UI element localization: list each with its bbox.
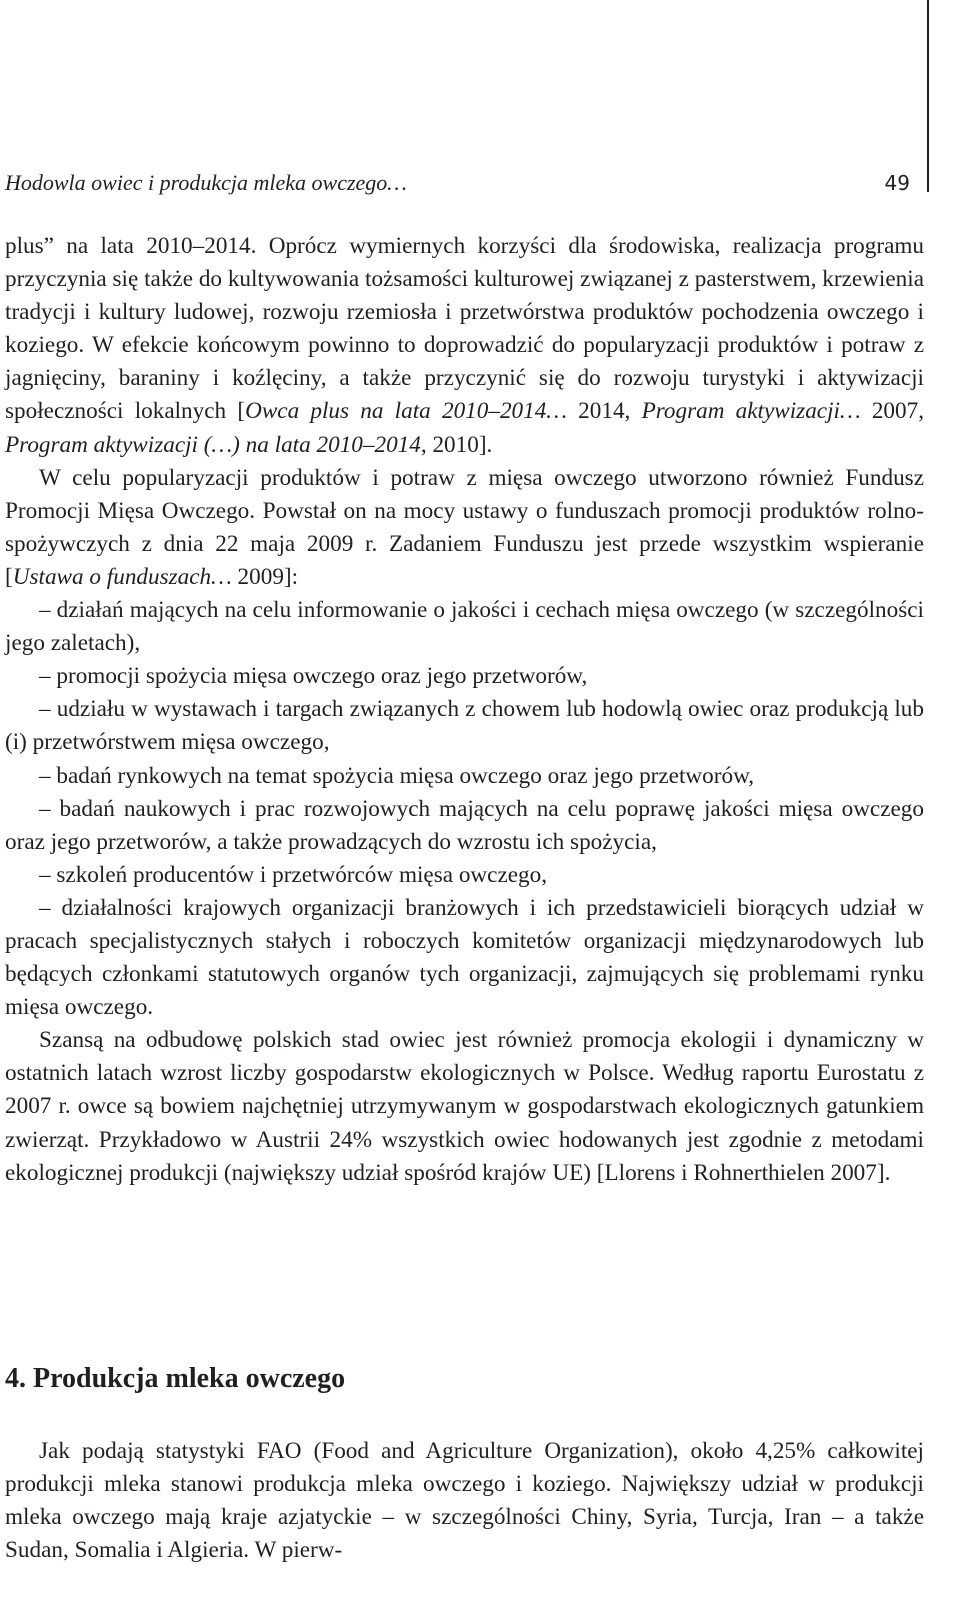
list-item: – badań naukowych i prac rozwojowych mających na celu poprawę jakości mięsa owczego oraz jego przetworów, a także prowadzących do wzrostu ich spożycia, (5, 795, 924, 855)
list-item: – szkoleń producentów i przetwórców mięsa owczego, (39, 861, 548, 888)
citation-program-aktywizacji-2010: Program aktywizacji (…) na lata 2010–2014 (5, 431, 421, 458)
margin-rule (927, 0, 929, 192)
paragraph-1 (5, 230, 924, 462)
paragraph-2-text-b: 2009]: (231, 563, 299, 590)
section-heading-block (5, 1361, 924, 1397)
paragraph-1-text-c: 2007, (860, 398, 925, 425)
paragraph-1-text-a: plus” na lata 2010–2014. Oprócz wymiernych korzyści dla środowiska, realizacja programu przyczynia się także do kultywowania tożsamości kulturowej związanej z pasterstwem, krzewienia tradycji i kultury ludowej, rozwoju rzemiosła i przetwórstwa produktów pochodzenia owczego i koziego. W efekcie końcowym powinno to doprowadzić do popularyzacji produktów i potraw z jagnięciny, baraniny i koźlęciny, a także przyczynić się do rozwoju turystyki i aktywizacji społeczności lokalnych [ (5, 233, 924, 425)
page-number: 49 (884, 171, 910, 195)
paragraph-1-text-b: 2014, (566, 398, 642, 425)
section-heading: 4. Produkcja mleka owczego (5, 1363, 346, 1394)
section-body-text (5, 1435, 924, 1567)
list-item: – udziału w wystawach i targach związanych z chowem lub hodowlą owiec oraz produkcją lub (i) przetwórstwem mięsa owczego, (5, 696, 924, 756)
list-item: – działań mających na celu informowanie o jakości i cechach mięsa owczego (w szczególności jego zaletach), (5, 597, 924, 657)
paragraph-1-text-d: , 2010]. (420, 431, 493, 458)
paragraph-2-text-a: W celu popularyzacji produktów i potraw z mięsa owczego utworzono również Fundusz Promocji Mięsa Owczego. Powstał on na mocy ustawy o funduszach promocji produktów rolno-spożywczych z dnia 22 maja 2009 r. Zadaniem Funduszu jest przede wszystkim wspieranie [ (5, 464, 924, 590)
citation-ustawa: Ustawa o funduszach… (12, 563, 232, 590)
citation-program-aktywizacji: Program aktywizacji… (641, 398, 861, 425)
list-item: – badań rynkowych na temat spożycia mięsa owczego oraz jego przetworów, (39, 762, 755, 789)
citation-owca-plus: Owca plus na lata 2010–2014… (245, 398, 567, 425)
paragraph-3: Szansą na odbudowę polskich stad owiec jest również promocja ekologii i dynamiczny w ostatnich latach wzrost liczby gospodarstw ekologicznych w Polsce. Według raportu Eurostatu z 2007 r. owce są bowiem najchętniej utrzymywanym w gospodarstwach ekologicznych gatunkiem zwierząt. Przykładowo w Austrii 24% wszystkich owiec hodowanych jest zgodnie z metodami ekologicznej produkcji (największy udział spośród krajów UE) [Llorens i Rohnerthielen 2007]. (5, 1027, 924, 1186)
running-head: Hodowla owiec i produkcja mleka owczego… (5, 170, 407, 195)
list-item: – działalności krajowych organizacji branżowych i ich przedstawicieli biorących udział w pracach specjalistycznych stałych i roboczych komitetów organizacji międzynarodowych lub będących członkami statutowych organów tych organizacji, zajmujących się problemami rynku mięsa owczego. (5, 894, 924, 1021)
body-text (5, 230, 924, 1190)
section-paragraph-1: Jak podają statystyki FAO (Food and Agriculture Organization), około 4,25% całkowitej produkcji mleka stanowi produkcja mleka owczego i koziego. Największy udział w produkcji mleka owczego mają kraje azjatyckie – w szczególności Chiny, Syria, Turcja, Iran – a także Sudan, Somalia i Algieria. W pierw- (5, 1438, 924, 1564)
list-item: – promocji spożycia mięsa owczego oraz jego przetworów, (39, 663, 588, 690)
paragraph-2 (5, 462, 924, 594)
